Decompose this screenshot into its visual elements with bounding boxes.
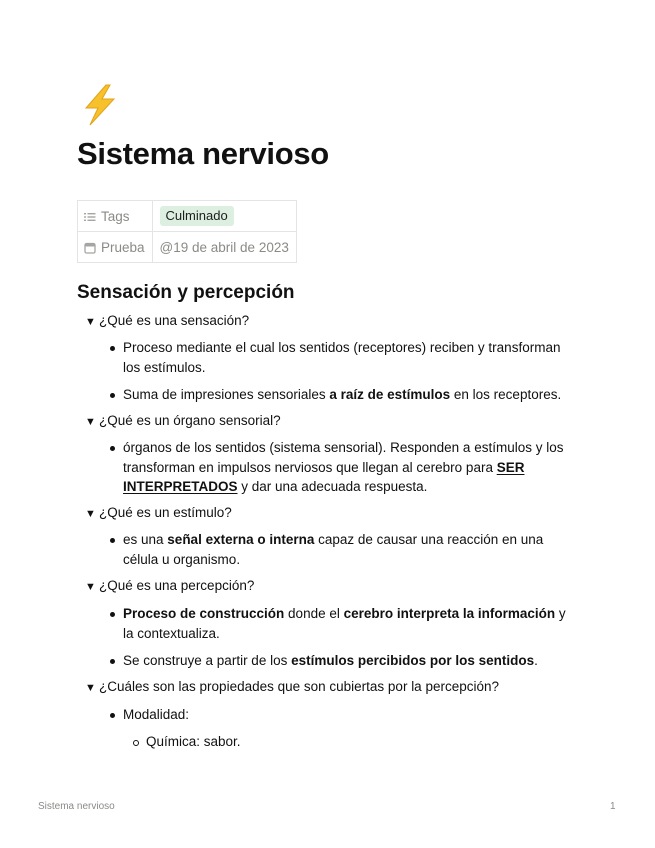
property-value-prueba[interactable] bbox=[152, 232, 296, 263]
bold-text: Proceso de construcción bbox=[123, 606, 285, 621]
list-item bbox=[105, 530, 575, 569]
toggle-arrow-icon[interactable]: ▼ bbox=[85, 508, 96, 520]
toggle-propiedades[interactable] bbox=[85, 678, 499, 697]
date-mention[interactable]: @19 de abril de 2023 bbox=[159, 239, 289, 255]
toggle-label: ¿Qué es una sensación? bbox=[99, 313, 250, 328]
toggle-label: ¿Qué es un órgano sensorial? bbox=[99, 413, 281, 428]
toggle-label: ¿Cuáles son las propiedades que son cubiertas por la percepción? bbox=[99, 679, 499, 694]
bullet-list bbox=[105, 530, 575, 577]
text-run: Suma de impresiones sensoriales bbox=[123, 387, 330, 402]
text-run: . bbox=[534, 653, 538, 668]
toggle-arrow-icon[interactable]: ▼ bbox=[85, 581, 96, 593]
property-key-label: Prueba bbox=[101, 239, 145, 255]
property-row-tags bbox=[78, 201, 297, 232]
toggle-label: ¿Qué es una percepción? bbox=[99, 578, 255, 593]
bold-text: estímulos percibidos por los sentidos bbox=[291, 653, 535, 668]
text-run: es una bbox=[123, 532, 168, 547]
toggle-sensacion[interactable] bbox=[85, 312, 249, 331]
property-key-label: Tags bbox=[101, 208, 130, 224]
tag-badge[interactable]: Culminado bbox=[160, 206, 234, 226]
toggle-estimulo[interactable] bbox=[85, 504, 232, 523]
bullet-list bbox=[105, 338, 575, 413]
toggle-percepcion[interactable] bbox=[85, 577, 254, 596]
list-item bbox=[105, 438, 575, 497]
nested-bullet-list bbox=[128, 732, 568, 760]
bullet-list bbox=[105, 705, 575, 733]
list-item-text: Química: sabor. bbox=[146, 734, 241, 749]
property-key-prueba bbox=[78, 232, 153, 263]
text-run: donde el bbox=[284, 606, 344, 621]
property-key-tags bbox=[78, 201, 153, 232]
text-run: en los receptores. bbox=[450, 387, 562, 402]
footer-title: Sistema nervioso bbox=[38, 801, 115, 812]
list-item bbox=[105, 338, 575, 377]
calendar-icon bbox=[84, 242, 96, 254]
text-run: órganos de los sentidos (sistema sensorial). Responden a estímulos y los transforman en impulsos nerviosos que llegan al cerebro para bbox=[123, 440, 564, 475]
lightning-bolt-icon bbox=[78, 83, 122, 127]
list-item-text: Modalidad: bbox=[123, 707, 190, 722]
bold-text: cerebro interpreta la información bbox=[343, 606, 556, 621]
text-run: y la contextualiza. bbox=[123, 606, 566, 641]
toggle-arrow-icon[interactable]: ▼ bbox=[85, 316, 96, 328]
properties-table bbox=[77, 200, 297, 263]
toggle-arrow-icon[interactable]: ▼ bbox=[85, 682, 96, 694]
bold-underlined-text: SER INTERPRETADOS bbox=[123, 459, 525, 494]
text-run: Se construye a partir de los bbox=[123, 653, 292, 668]
list-item bbox=[128, 732, 568, 752]
list-item bbox=[105, 385, 575, 405]
list-item bbox=[105, 651, 575, 671]
toggle-arrow-icon[interactable]: ▼ bbox=[85, 416, 96, 428]
page-title: Sistema nervioso bbox=[77, 136, 329, 171]
toggle-label: ¿Qué es un estímulo? bbox=[99, 505, 232, 520]
list-item bbox=[105, 705, 575, 725]
bullet-list bbox=[105, 438, 575, 505]
bold-text: señal externa o interna bbox=[167, 532, 315, 547]
list-icon bbox=[84, 211, 96, 223]
property-row-prueba bbox=[78, 232, 297, 263]
page-number: 1 bbox=[610, 801, 616, 812]
toggle-organo-sensorial[interactable] bbox=[85, 412, 281, 431]
bold-text: a raíz de estímulos bbox=[329, 387, 451, 402]
bullet-list bbox=[105, 604, 575, 679]
text-run: y dar una adecuada respuesta. bbox=[237, 479, 428, 494]
text-run: capaz de causar una reacción en una célula u organismo. bbox=[123, 532, 544, 567]
section-heading: Sensación y percepción bbox=[77, 282, 295, 303]
list-item-text: Proceso mediante el cual los sentidos (receptores) reciben y transforman los estímulos. bbox=[123, 340, 561, 375]
property-value-tags[interactable] bbox=[152, 201, 296, 232]
list-item bbox=[105, 604, 575, 643]
